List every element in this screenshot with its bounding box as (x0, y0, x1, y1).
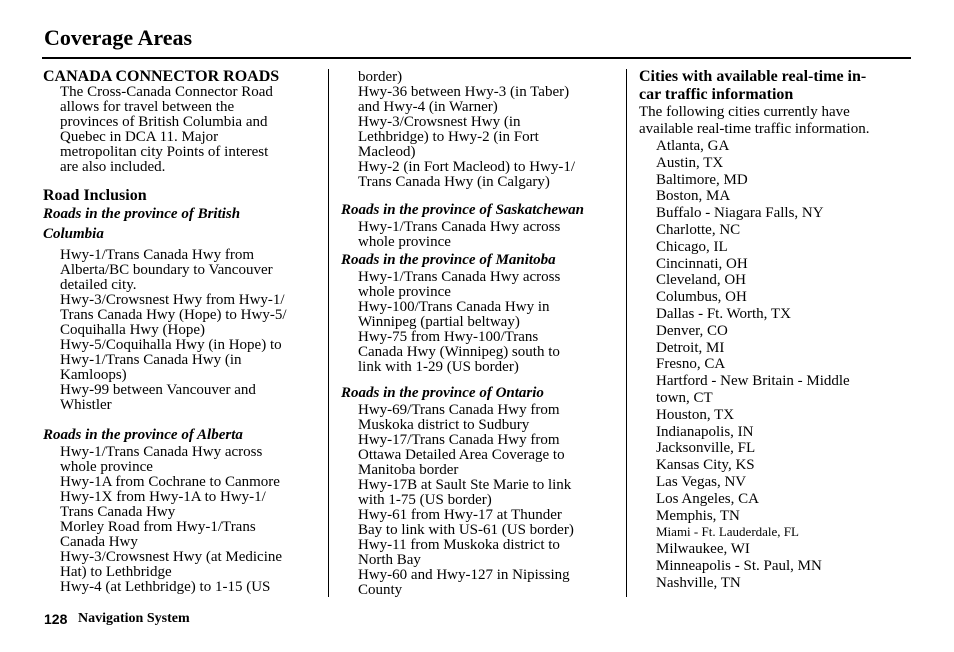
list-item: Miami - Ft. Lauderdale, FL (656, 524, 799, 540)
text-line: detailed city. (60, 277, 137, 293)
list-item: Austin, TX (656, 154, 724, 171)
province-heading: Roads in the province of Alberta (43, 427, 243, 443)
column-3 (639, 68, 911, 592)
text-line: Coquihalla Hwy (Hope) (60, 322, 205, 338)
list-item: Indianapolis, IN (656, 423, 754, 440)
text-line: Quebec in DCA 11. Major (60, 129, 219, 145)
text-line: Hwy-11 from Muskoka district to (358, 537, 560, 553)
text-line: Trans Canada Hwy (60, 504, 176, 520)
text-line: Whistler (60, 397, 112, 413)
list-item: Cincinnati, OH (656, 255, 748, 272)
text-line: Hwy-1/Trans Canada Hwy (in (60, 352, 242, 368)
text-line: Hwy-3/Crowsnest Hwy (in (358, 114, 521, 130)
province-heading: Roads in the province of Saskatchewan (341, 202, 584, 218)
list-item: town, CT (656, 389, 713, 406)
text-line: whole province (358, 234, 451, 250)
text-line: allows for travel between the (60, 99, 235, 115)
text-line: Hwy-17/Trans Canada Hwy from (358, 432, 560, 448)
text-line: Macleod) (358, 144, 416, 160)
list-item: Baltimore, MD (656, 171, 748, 188)
text-line: Ottawa Detailed Area Coverage to (358, 447, 565, 463)
text-line: Hwy-61 from Hwy-17 at Thunder (358, 507, 562, 523)
text-line: The Cross-Canada Connector Road (60, 84, 273, 100)
text-line: link with 1-29 (US border) (358, 359, 519, 375)
text-line: provinces of British Columbia and (60, 114, 268, 130)
section-heading (639, 68, 911, 104)
list-item: Nashville, TN (656, 574, 741, 591)
text-line: car traffic information (639, 86, 794, 103)
text-line: Roads in the province of British (43, 206, 241, 222)
text-line: with 1-75 (US border) (358, 492, 492, 508)
text-line: County (358, 582, 403, 598)
text-line: Hwy-2 (in Fort Macleod) to Hwy-1/ (358, 159, 576, 175)
text-line: Hwy-3/Crowsnest Hwy from Hwy-1/ (60, 292, 285, 308)
column-2 (341, 68, 618, 598)
list-item: Fresno, CA (656, 356, 726, 373)
section-heading: CANADA CONNECTOR ROADS (43, 68, 280, 85)
text-line: Hwy-69/Trans Canada Hwy from (358, 402, 560, 418)
text-line: Hwy-1/Trans Canada Hwy from (60, 247, 255, 263)
road-list (43, 248, 318, 413)
city-list (639, 138, 911, 592)
province-heading: Roads in the province of Ontario (341, 385, 544, 401)
text-line: Hwy-1/Trans Canada Hwy across (358, 219, 561, 235)
road-list (43, 445, 318, 595)
road-list (341, 220, 618, 250)
text-line: Hwy-100/Trans Canada Hwy in (358, 299, 550, 315)
text-line: Alberta/BC boundary to Vancouver (60, 262, 273, 278)
footer-label: Navigation System (78, 611, 190, 626)
page-number: 128 (44, 611, 68, 627)
road-list (341, 70, 618, 190)
text-line: Hwy-5/Coquihalla Hwy (in Hope) to (60, 337, 282, 353)
list-item: Memphis, TN (656, 507, 740, 524)
intro-paragraph (639, 104, 911, 138)
text-line: Hwy-36 between Hwy-3 (in Taber) (358, 84, 570, 100)
list-item: Columbus, OH (656, 289, 747, 306)
list-item: Detroit, MI (656, 339, 725, 356)
list-item: Denver, CO (656, 322, 728, 339)
text-line: Trans Canada Hwy (Hope) to Hwy-5/ (60, 307, 287, 323)
text-line: whole province (60, 459, 153, 475)
text-line: Trans Canada Hwy (in Calgary) (358, 174, 550, 190)
text-line: Canada Hwy (60, 534, 138, 550)
road-list (341, 270, 618, 375)
text-line: Hwy-60 and Hwy-127 in Nipissing (358, 567, 570, 583)
list-item: Atlanta, GA (656, 138, 730, 154)
text-line: The following cities currently have (639, 104, 850, 120)
list-item: Chicago, IL (656, 238, 728, 255)
list-item: Charlotte, NC (656, 221, 741, 238)
text-line: Hwy-1X from Hwy-1A to Hwy-1/ (60, 489, 266, 505)
list-item: Minneapolis - St. Paul, MN (656, 557, 822, 574)
subsection-heading: Road Inclusion (43, 187, 147, 204)
text-line: Hat) to Lethbridge (60, 564, 172, 580)
text-line: available real-time traffic information. (639, 121, 870, 137)
text-line: Hwy-1/Trans Canada Hwy across (60, 444, 263, 460)
text-line: are also included. (60, 159, 166, 175)
list-item: Boston, MA (656, 188, 731, 205)
text-line: Columbia (43, 226, 104, 242)
list-item: Jacksonville, FL (656, 440, 756, 457)
text-line: North Bay (358, 552, 421, 568)
column-1 (43, 68, 318, 595)
text-line: Hwy-99 between Vancouver and (60, 382, 256, 398)
text-line: Canada Hwy (Winnipeg) south to (358, 344, 560, 360)
list-item: Kansas City, KS (656, 457, 755, 474)
page-title: Coverage Areas (44, 25, 193, 50)
text-line: Hwy-75 from Hwy-100/Trans (358, 329, 539, 345)
column-divider (626, 69, 627, 597)
title-rule (42, 57, 911, 59)
intro-paragraph (43, 85, 318, 175)
list-item: Dallas - Ft. Worth, TX (656, 305, 791, 322)
text-line: Kamloops) (60, 367, 127, 383)
column-divider (328, 69, 329, 597)
text-line: Hwy-17B at Sault Ste Marie to link (358, 477, 572, 493)
list-item: Los Angeles, CA (656, 490, 759, 507)
text-line: Hwy-3/Crowsnest Hwy (at Medicine (60, 549, 283, 565)
province-heading (43, 204, 318, 244)
text-line: Muskoka district to Sudbury (358, 417, 530, 433)
text-line: Lethbridge) to Hwy-2 (in Fort (358, 129, 539, 145)
list-item: Hartford - New Britain - Middle (656, 373, 850, 390)
list-item: Buffalo - Niagara Falls, NY (656, 205, 824, 222)
text-line: Morley Road from Hwy-1/Trans (60, 519, 256, 535)
text-line: whole province (358, 284, 451, 300)
list-item: Houston, TX (656, 406, 735, 423)
text-line: Manitoba border (358, 462, 459, 478)
text-line: and Hwy-4 (in Warner) (358, 99, 498, 115)
text-line: Hwy-4 (at Lethbridge) to 1-15 (US (60, 579, 271, 595)
text-line: metropolitan city Points of interest (60, 144, 269, 160)
text-line: Winnipeg (partial beltway) (358, 314, 520, 330)
text-line: Cities with available real-time in- (639, 68, 867, 85)
text-line: Hwy-1A from Cochrane to Canmore (60, 474, 280, 490)
list-item: Cleveland, OH (656, 272, 746, 289)
text-line: Bay to link with US-61 (US border) (358, 522, 574, 538)
road-list (341, 403, 618, 598)
list-item: Las Vegas, NV (656, 473, 747, 490)
list-item: Milwaukee, WI (656, 541, 750, 558)
province-heading: Roads in the province of Manitoba (341, 252, 556, 268)
text-line: border) (358, 69, 403, 85)
text-line: Hwy-1/Trans Canada Hwy across (358, 269, 561, 285)
